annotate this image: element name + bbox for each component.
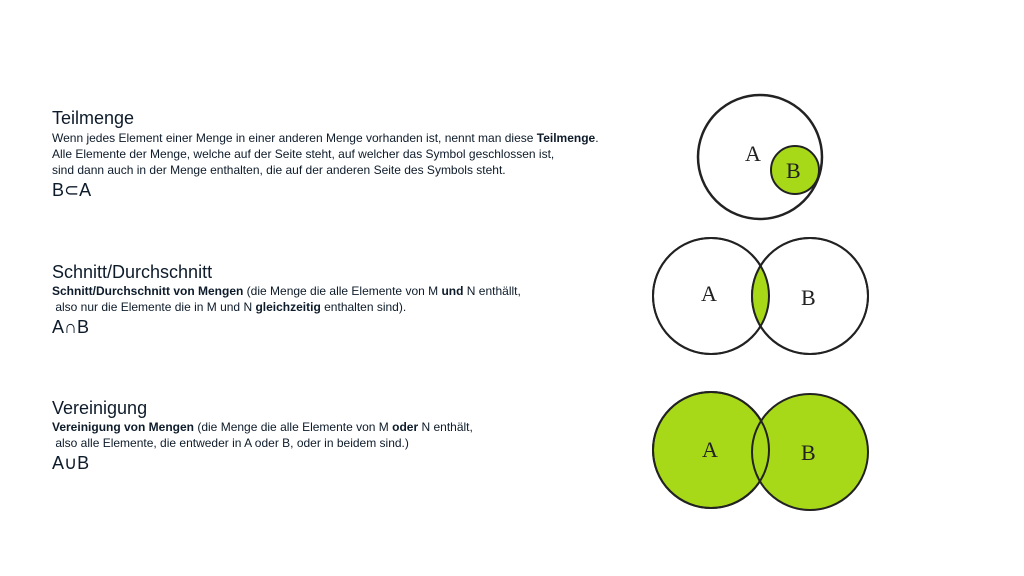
- intersection-term: Schnitt/Durchschnitt von Mengen: [52, 284, 244, 298]
- intersection-heading: Schnitt/Durchschnitt: [52, 262, 213, 282]
- intersection-diagram: [653, 238, 868, 354]
- union-line-2: also alle Elemente, die entweder in A oder B, oder in beidem sind.): [52, 436, 409, 450]
- subset-line-3: sind dann auch in der Menge enthalten, die auf der anderen Seite des Symbols steht.: [52, 163, 506, 177]
- subset-label-b: B: [786, 158, 801, 183]
- subset-label-a: A: [745, 141, 761, 166]
- union-line-1-end: N enthält,: [418, 420, 473, 434]
- intersection-label-b: B: [801, 285, 816, 310]
- union-line-1-text: (die Menge die alle Elemente von M: [194, 420, 393, 434]
- union-diagram: [653, 392, 868, 510]
- subset-formula: B⊂A: [52, 180, 92, 200]
- union-oder: oder: [392, 420, 419, 434]
- intersection-line-1-end: N enthällt,: [463, 284, 521, 298]
- intersection-line-2-end: enthalten sind).: [320, 300, 407, 314]
- intersection-gleichzeitig: gleichzeitig: [255, 300, 321, 314]
- subset-line-1-text: Wenn jedes Element einer Menge in einer anderen Menge vorhanden ist, nennt man diese: [52, 131, 537, 145]
- subset-diagram: [698, 95, 822, 219]
- intersection-und: und: [441, 284, 464, 298]
- subset-term: Teilmenge: [536, 131, 596, 145]
- intersection-line-1-text: (die Menge die alle Elemente von M: [243, 284, 442, 298]
- subset-line-1-end: .: [595, 131, 599, 145]
- union-heading: Vereinigung: [52, 398, 148, 418]
- intersection-label-a: A: [701, 281, 717, 306]
- intersection-line-2-text: also nur die Elemente die in M und N: [52, 300, 256, 314]
- union-label-a: A: [702, 437, 718, 462]
- union-term: Vereinigung von Mengen: [52, 420, 195, 434]
- intersection-formula: A∩B: [52, 317, 89, 337]
- subset-line-2: Alle Elemente der Menge, welche auf der Seite steht, auf welcher das Symbol geschlossen ist,: [52, 147, 555, 161]
- subset-heading: Teilmenge: [52, 108, 135, 128]
- union-label-b: B: [801, 440, 816, 465]
- union-formula: A∪B: [52, 453, 90, 473]
